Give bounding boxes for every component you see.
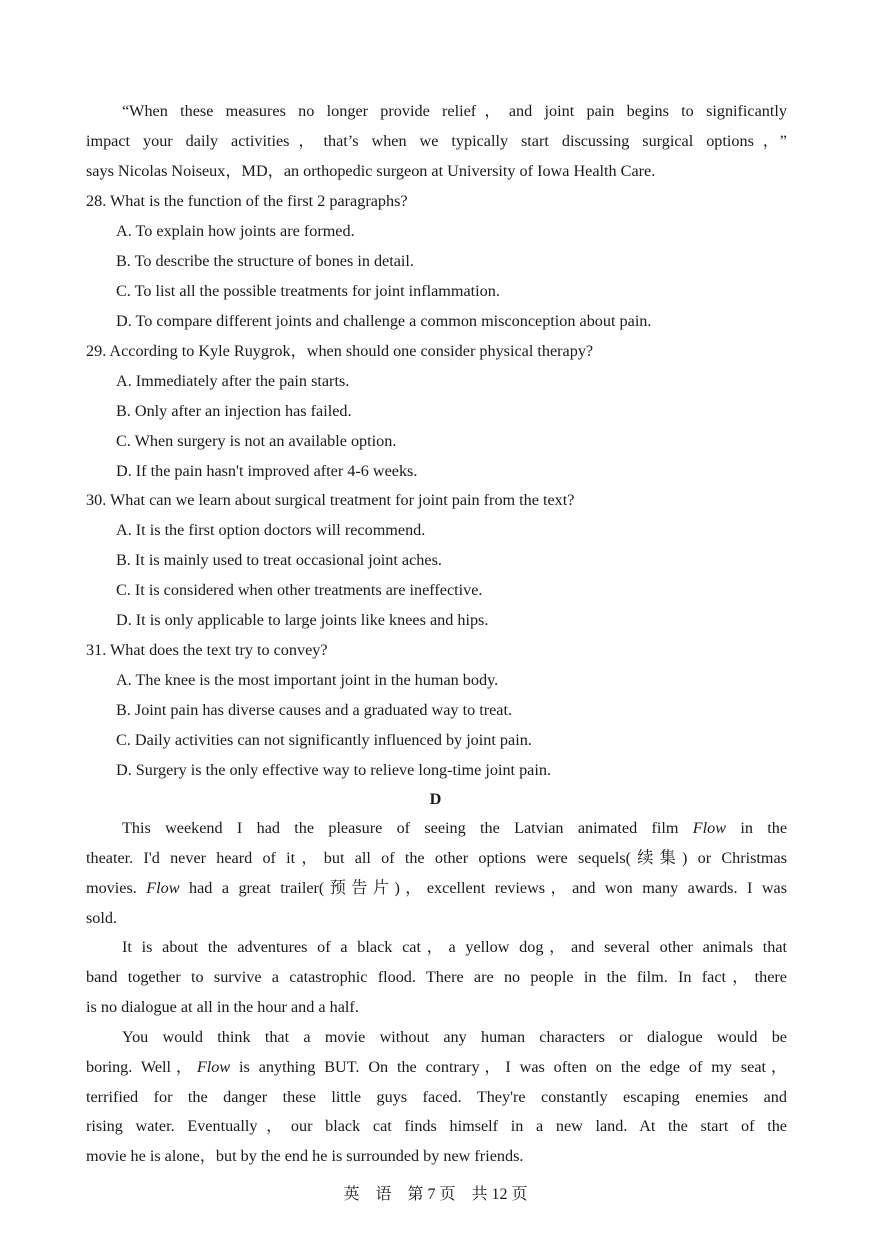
question-30-option-c: C. It is considered when other treatments are ineffective. — [116, 581, 483, 599]
section-heading: D — [429, 790, 442, 808]
passage-line: It is about the adventures of a black cat，a yellow dog，and several other animals that — [122, 938, 787, 956]
question-28-stem: 28. What is the function of the first 2 paragraphs? — [86, 192, 408, 210]
question-29-option-b: B. Only after an injection has failed. — [116, 402, 352, 420]
question-31-option-a: A. The knee is the most important joint in the human body. — [116, 671, 499, 689]
passage-line: terrified for the danger these little guys faced. They're constantly escaping enemies and — [86, 1088, 787, 1106]
passage-line: boring. Well，Flow is anything BUT. On the contrary，I was often on the edge of my seat， — [86, 1058, 788, 1076]
passage-line: says Nicolas Noiseux，MD，an orthopedic surgeon at University of Iowa Health Care. — [86, 162, 656, 180]
passage-line: movies. Flow had a great trailer(预告片)，excellent reviews，and won many awards. I was — [86, 879, 787, 897]
question-31-option-b: B. Joint pain has diverse causes and a graduated way to treat. — [116, 701, 513, 719]
footer-total-pages: 共 12 页 — [471, 1186, 528, 1203]
passage-line: impact your daily activities，that’s when we typically start discussing surgical options，” — [86, 132, 787, 150]
passage-line: “When these measures no longer provide relief，and joint pain begins to significantly — [122, 102, 787, 120]
question-28-option-a: A. To explain how joints are formed. — [116, 222, 355, 240]
question-29-option-a: A. Immediately after the pain starts. — [116, 372, 350, 390]
footer-subject: 英 语 — [343, 1186, 392, 1203]
passage-line: This weekend I had the pleasure of seeing the Latvian animated film Flow in the — [122, 819, 788, 837]
question-28-option-b: B. To describe the structure of bones in detail. — [116, 252, 414, 270]
question-30-option-b: B. It is mainly used to treat occasional joint aches. — [116, 551, 442, 569]
film-title: Flow — [196, 1058, 231, 1076]
passage-line: band together to survive a catastrophic flood. There are no people in the film. In fact，there — [86, 968, 787, 986]
film-title: Flow — [692, 819, 727, 837]
passage-line: You would think that a movie without any human characters or dialogue would be — [122, 1028, 787, 1046]
passage-line: movie he is alone，but by the end he is surrounded by new friends. — [86, 1147, 524, 1165]
question-31-option-d: D. Surgery is the only effective way to relieve long-time joint pain. — [116, 761, 552, 779]
question-31-option-c: C. Daily activities can not significantly influenced by joint pain. — [116, 731, 532, 749]
question-30-option-d: D. It is only applicable to large joints like knees and hips. — [116, 611, 489, 629]
question-28-option-d: D. To compare different joints and challenge a common misconception about pain. — [116, 312, 652, 330]
footer-page-number: 第 7 页 — [407, 1186, 456, 1203]
passage-line: rising water. Eventually，our black cat finds himself in a new land. At the start of the — [86, 1117, 787, 1135]
question-29-stem: 29. According to Kyle Ruygrok，when should one consider physical therapy? — [86, 342, 594, 360]
passage-line: is no dialogue at all in the hour and a half. — [86, 998, 359, 1016]
page-footer — [0, 1180, 871, 1210]
question-30-stem: 30. What can we learn about surgical treatment for joint pain from the text? — [86, 491, 575, 509]
question-30-option-a: A. It is the first option doctors will recommend. — [116, 521, 426, 539]
film-title: Flow — [146, 879, 180, 897]
question-28-option-c: C. To list all the possible treatments for joint inflammation. — [116, 282, 500, 300]
question-29-option-c: C. When surgery is not an available option. — [116, 432, 397, 450]
passage-line: theater. I'd never heard of it，but all of the other options were sequels(续集) or Christmas — [86, 849, 787, 867]
question-31-stem: 31. What does the text try to convey? — [86, 641, 328, 659]
question-29-option-d: D. If the pain hasn't improved after 4-6 weeks. — [116, 462, 418, 480]
passage-line: sold. — [86, 909, 118, 927]
